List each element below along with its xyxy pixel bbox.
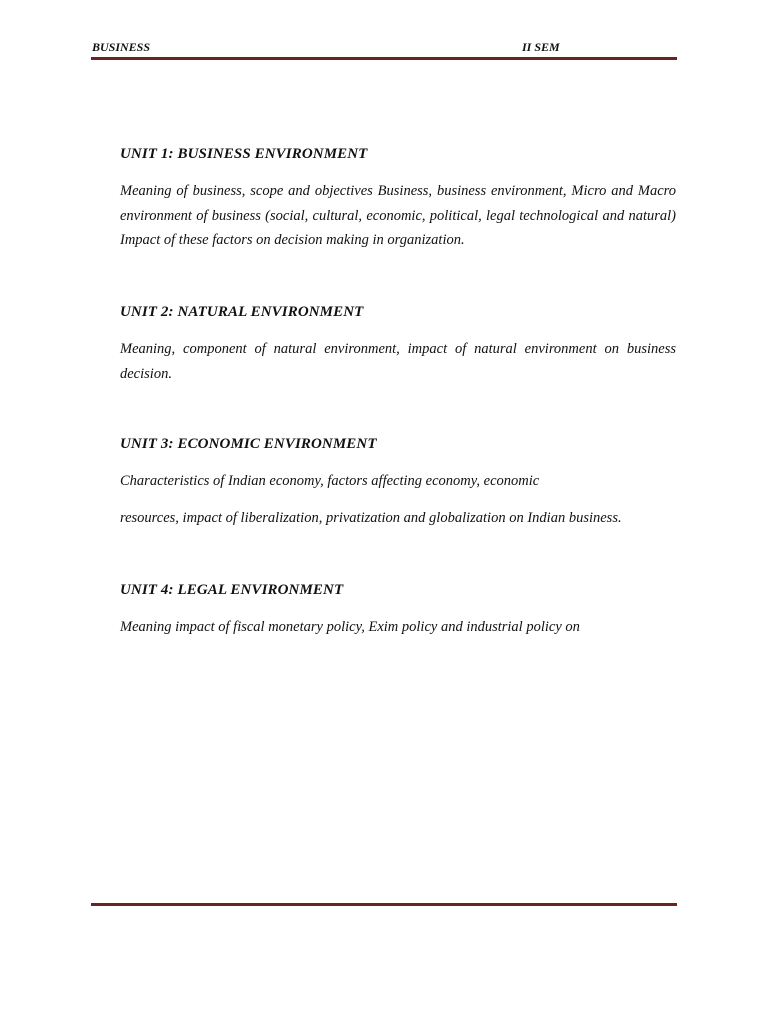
header-rule [91,57,677,60]
unit-2-title: UNIT 2: NATURAL ENVIRONMENT [120,304,364,320]
unit-3-body-line-2: resources, impact of liberalization, privatization and globalization on Indian business. [120,510,622,526]
unit-1-body: Meaning of business, scope and objectives Business, business environment, Micro and Macro environment of business (social, cultural, economic, political, legal technological and natural) Impact of these factors on decision making in organization. [120,183,676,248]
page-header [92,40,676,56]
unit-4-title: UNIT 4: LEGAL ENVIRONMENT [120,582,344,598]
unit-2-body: Meaning, component of natural environment, impact of natural environment on business decision. [120,341,676,382]
unit-3-title: UNIT 3: ECONOMIC ENVIRONMENT [120,436,377,452]
unit-3-body-line-1: Characteristics of Indian economy, factors affecting economy, economic [120,473,540,489]
unit-4-body-line-1: Meaning impact of fiscal monetary policy, Exim policy and industrial policy on [120,619,580,635]
header-semester: II SEM [522,40,560,54]
header-subject: BUSINESS [92,40,151,54]
footer-rule [91,903,677,906]
unit-1-title: UNIT 1: BUSINESS ENVIRONMENT [120,146,368,162]
